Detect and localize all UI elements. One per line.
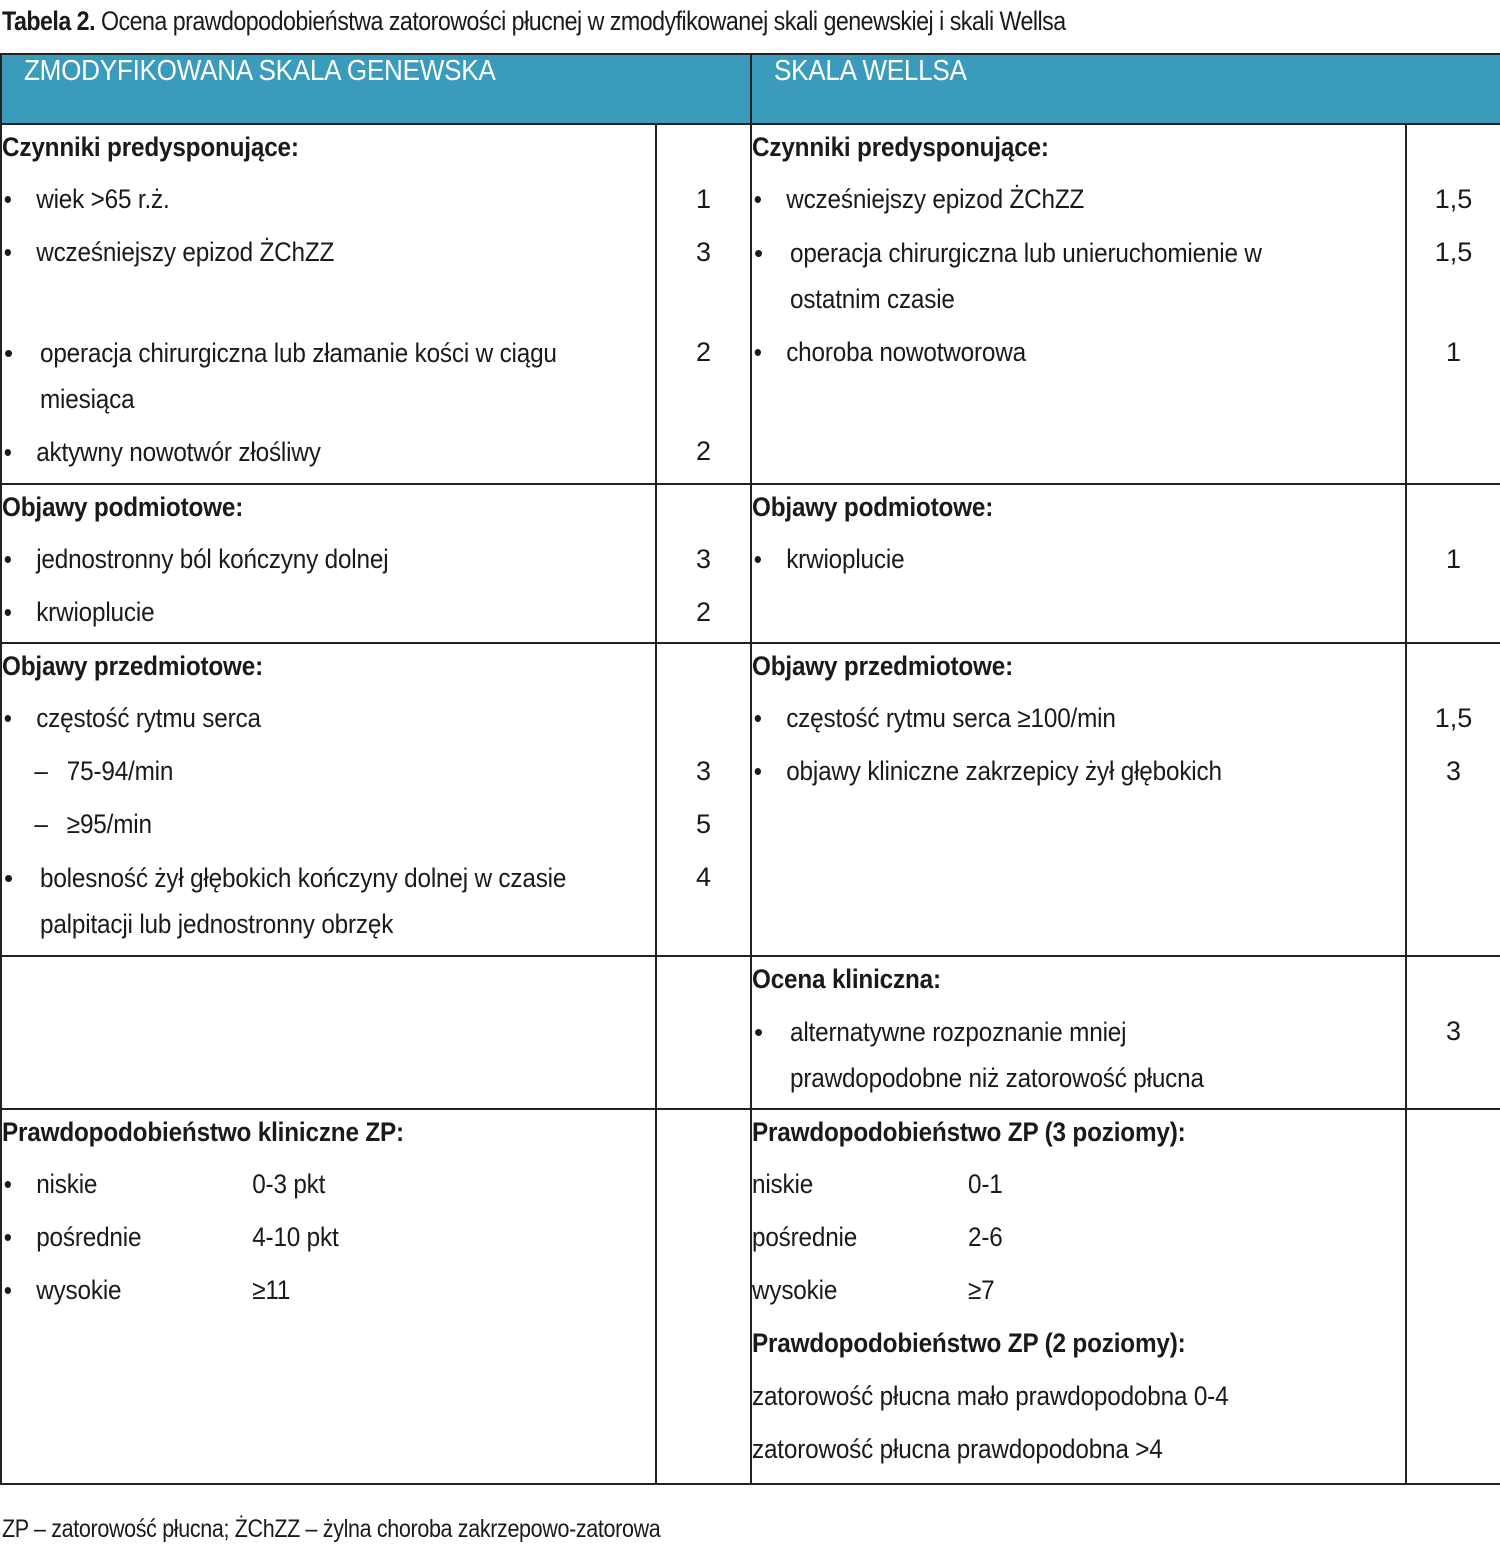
geneva-probability-score [656,1109,751,1484]
score-value: 2 [695,337,712,367]
score-value: 2 [695,597,712,627]
geneva-probability-cell [1,1109,656,1484]
section-title: Prawdopodobieństwo kliniczne ZP: [2,1117,404,1147]
list-item: zatorowość płucna prawdopodobna >4 [752,1434,1163,1464]
score-value: 3 [695,544,712,574]
row-objective [1,643,1500,956]
geneva-empty-cell [1,956,656,1109]
section-title: Prawdopodobieństwo ZP (3 poziomy): [752,1117,1186,1147]
list-item: • aktywny nowotwór złośliwy [3,437,321,467]
score-value: 3 [695,237,712,267]
section-title: Objawy podmiotowe: [2,492,244,522]
section-title: Objawy przedmiotowe: [752,651,1014,681]
caption-label: Tabela 2. [2,6,96,36]
section-title: Ocena kliniczna: [752,964,941,994]
table-caption [2,6,1066,37]
section-title: Czynniki predysponujące: [752,132,1049,162]
score-value: 1,5 [1434,184,1473,214]
geneva-subjective-scores [656,484,751,643]
geneva-empty-score [656,956,751,1109]
list-item: • operacja chirurgiczna lub złamanie kości w ciągu miesiąca [4,338,557,414]
geneva-predisposing-cell [1,124,656,484]
geneva-objective-scores [656,643,751,956]
score-value: 1 [695,184,712,214]
geneva-predisposing-scores [656,124,751,484]
wells-header: SKALA WELLSA [751,54,1500,124]
row-probability [1,1109,1500,1484]
list-item: • choroba nowotworowa [753,337,1026,367]
list-item: • wcześniejszy epizod ŻChZZ [3,237,335,267]
list-item: • bolesność żył głębokich kończyny dolnej w czasie palpitacji lub jednostronny obrzęk [4,863,567,939]
list-item: wysokie ≥7 [752,1275,995,1305]
row-predisposing [1,124,1500,484]
score-value: 3 [1446,756,1462,786]
wells-clinical-scores [1406,956,1500,1109]
score-value: 4 [695,862,712,892]
list-item: • wysokie ≥11 [3,1275,291,1305]
list-item: pośrednie 2-6 [752,1222,1003,1252]
caption-text: Ocena prawdopodobieństwa zatorowości płucnej w zmodyfikowanej skali genewskiej i skali Wellsa [95,6,1066,36]
geneva-subjective-cell [1,484,656,643]
wells-objective-cell [751,643,1406,956]
list-item: • wcześniejszy epizod ŻChZZ [753,184,1085,214]
section-title: Prawdopodobieństwo ZP (2 poziomy): [752,1328,1186,1358]
wells-objective-scores [1406,643,1500,956]
wells-predisposing-cell [751,124,1406,484]
score-value: 3 [695,756,712,786]
header-row [1,54,1500,124]
row-subjective [1,484,1500,643]
list-item: • pośrednie 4-10 pkt [3,1222,339,1252]
wells-probability-cell [751,1109,1406,1484]
sub-item: – 75-94/min [34,756,174,786]
score-value: 1,5 [1434,237,1473,267]
wells-predisposing-scores [1406,124,1500,484]
score-value: 5 [695,809,712,839]
list-item: • niskie 0-3 pkt [3,1169,326,1199]
scales-table [0,53,1500,1485]
list-item: • krwioplucie [753,544,905,574]
list-item: • krwioplucie [3,597,155,627]
wells-subjective-cell [751,484,1406,643]
list-item: • objawy kliniczne zakrzepicy żył głębokich [753,756,1222,786]
list-item: • jednostronny ból kończyny dolnej [3,544,389,574]
section-title: Objawy przedmiotowe: [2,651,264,681]
wells-clinical-cell [751,956,1406,1109]
score-value: 1 [1446,337,1462,367]
table-footnote: ZP – zatorowość płucna; ŻChZZ – żylna choroba zakrzepowo-zatorowa [2,1515,661,1543]
list-item: • alternatywne rozpoznanie mniej prawdopodobne niż zatorowość płucna [754,1017,1204,1093]
score-value: 1,5 [1434,703,1473,733]
score-value: 1 [1446,544,1462,574]
score-value: 3 [1446,1016,1462,1046]
list-item: • częstość rytmu serca [3,703,261,733]
wells-probability-score [1406,1109,1500,1484]
sub-item: – ≥95/min [34,809,152,839]
row-clinical [1,956,1500,1109]
section-title: Objawy podmiotowe: [752,492,994,522]
list-item: zatorowość płucna mało prawdopodobna 0-4 [752,1381,1229,1411]
section-title: Czynniki predysponujące: [2,132,299,162]
score-value: 2 [695,436,712,466]
list-item: • częstość rytmu serca ≥100/min [753,703,1116,733]
geneva-header: ZMODYFIKOWANA SKALA GENEWSKA [1,54,751,124]
list-item: niskie 0-1 [752,1169,1003,1199]
list-item: • wiek >65 r.ż. [3,184,170,214]
wells-subjective-scores [1406,484,1500,643]
list-item: • operacja chirurgiczna lub unieruchomienie w ostatnim czasie [754,238,1262,314]
geneva-objective-cell [1,643,656,956]
